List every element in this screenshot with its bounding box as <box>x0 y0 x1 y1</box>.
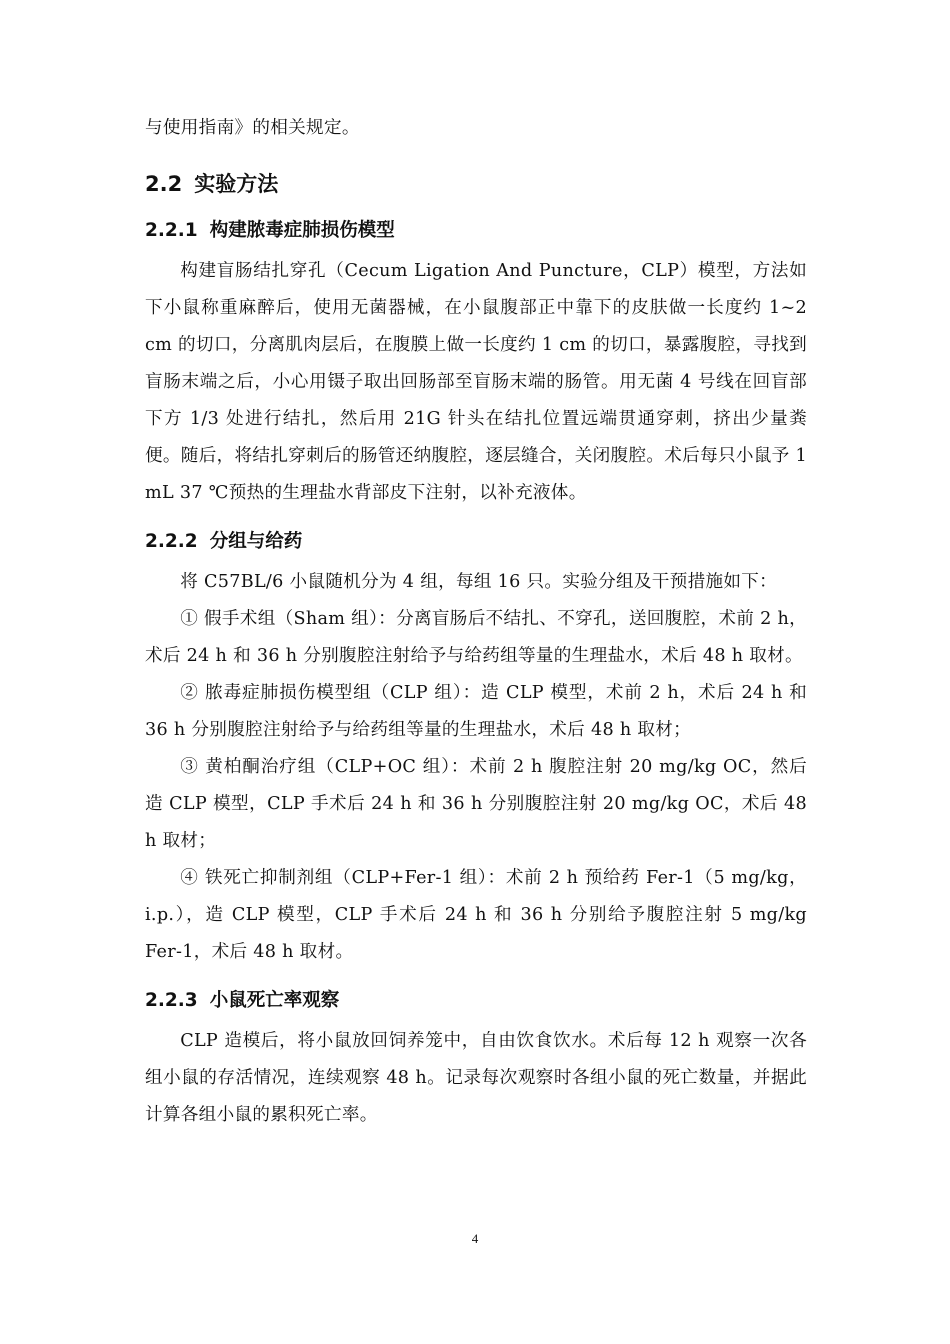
subsection-heading-2-2-1 <box>145 217 807 245</box>
group-clp-oc-paragraph: ③ 黄柏酮治疗组（CLP+OC 组）：术前 2 h 腹腔注射 20 mg/kg OC，然后造 CLP 模型，CLP 手术后 24 h 和 36 h 分别腹腔注射 20 mg/kg OC，术后 48 h 取材； <box>145 757 807 851</box>
model-method-paragraph: 构建盲肠结扎穿孔（Cecum Ligation And Puncture，CLP）模型，方法如下小鼠称重麻醉后，使用无菌器械，在小鼠腹部正中靠下的皮肤做一长度约 1~2 cm 的切口，分离肌肉层后，在腹膜上做一长度约 1 cm 的切口，暴露腹腔，寻找到盲肠末端之后，小心用镊子取出回肠部至盲肠末端的肠管。用无菌 4 号线在回盲部下方 1/3 处进行结扎，然后用 21G 针头在结扎位置远端贯通穿刺，挤出少量粪便。随后，将结扎穿刺后的肠管还纳腹腔，逐层缝合，关闭腹腔。术后每只小鼠予 1 mL 37 ℃预热的生理盐水背部皮下注射，以补充液体。 <box>145 261 807 503</box>
intro-tail-text: 与使用指南》的相关规定。 <box>145 118 360 138</box>
subsection-title: 分组与给药 <box>209 531 303 552</box>
section-title: 实验方法 <box>194 172 279 196</box>
document-page <box>145 110 807 1134</box>
group-sham-paragraph: ① 假手术组（Sham 组）：分离盲肠后不结扎、不穿孔，送回腹腔，术前 2 h，术后 24 h 和 36 h 分别腹腔注射给予与给药组等量的生理盐水，术后 48 h 取材。 <box>145 609 807 666</box>
group-clp-paragraph: ② 脓毒症肺损伤模型组（CLP 组）：造 CLP 模型，术前 2 h，术后 24 h 和 36 h 分别腹腔注射给予与给药组等量的生理盐水，术后 48 h 取材； <box>145 683 807 740</box>
section-number: 2.2 <box>145 172 183 196</box>
subsection-title: 构建脓毒症肺损伤模型 <box>209 220 395 241</box>
subsection-number: 2.2.3 <box>145 990 198 1011</box>
section-heading-2-2 <box>145 169 807 199</box>
subsection-heading-2-2-3 <box>145 987 807 1015</box>
subsection-title: 小鼠死亡率观察 <box>209 990 340 1011</box>
page-number: 4 <box>471 1231 479 1246</box>
subsection-number: 2.2.1 <box>145 220 198 241</box>
group-clp-fer1-paragraph: ④ 铁死亡抑制剂组（CLP+Fer-1 组）：术前 2 h 预给药 Fer-1（5 mg/kg，i.p.），造 CLP 模型，CLP 手术后 24 h 和 36 h 分别给予腹腔注射 5 mg/kg Fer-1，术后 48 h 取材。 <box>145 868 807 962</box>
grouping-intro-paragraph: 将 C57BL/6 小鼠随机分为 4 组，每组 16 只。实验分组及干预措施如下： <box>180 572 778 592</box>
subsection-heading-2-2-2 <box>145 528 807 556</box>
mortality-observation-paragraph: CLP 造模后，将小鼠放回饲养笼中，自由饮食饮水。术后每 12 h 观察一次各组小鼠的存活情况，连续观察 48 h。记录每次观察时各组小鼠的死亡数量，并据此计算各组小鼠的累积死亡率。 <box>145 1031 807 1125</box>
subsection-number: 2.2.2 <box>145 531 198 552</box>
